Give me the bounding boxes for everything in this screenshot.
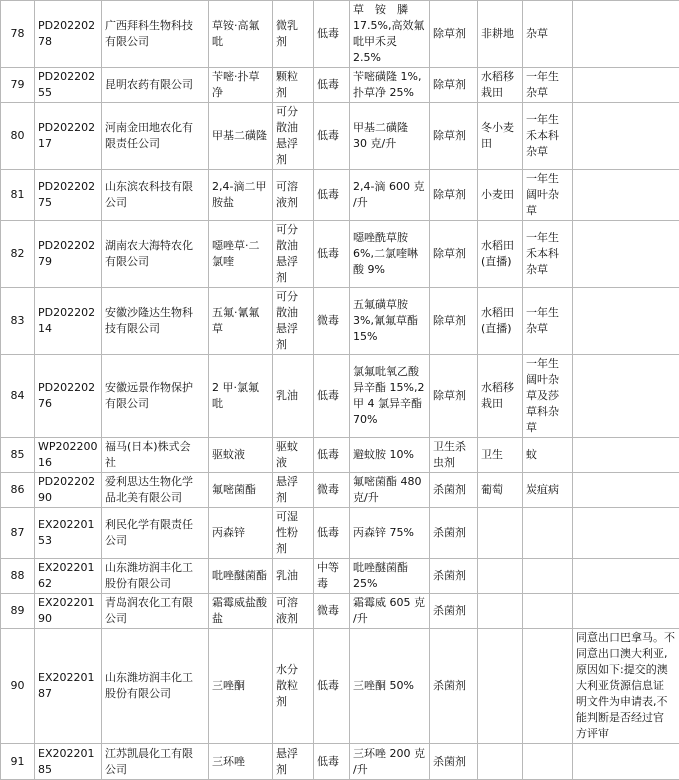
cell-target: 炭疽病 <box>523 473 573 508</box>
cell-target: 一年生 禾本科 杂草 <box>523 221 573 288</box>
cell-product-name: 2,4-滴二甲 胺盐 <box>209 170 273 221</box>
cell-remark: 同意出口巴拿马。不 同意出口澳大利亚, 原因如下:提交的澳 大利亚货源信息证 明文件为申请表,不 能判断是否经过官 方评审 <box>573 629 679 744</box>
cell-active-ingredient: 甲基二磺隆 30 克/升 <box>350 103 430 170</box>
cell-registration-no: PD20220217 <box>35 103 102 170</box>
cell-registration-no: EX20220187 <box>35 629 102 744</box>
cell-target: 一年生 杂草 <box>523 288 573 355</box>
cell-pesticide-type: 除草剂 <box>430 103 478 170</box>
cell-pesticide-type: 杀菌剂 <box>430 508 478 559</box>
cell-pesticide-type: 杀菌剂 <box>430 473 478 508</box>
cell-remark <box>573 508 679 559</box>
cell-crop <box>478 744 523 780</box>
cell-target <box>523 508 573 559</box>
cell-company: 江苏凯晨化工有限 公司 <box>102 744 209 780</box>
cell-active-ingredient: 氯氟吡氧乙酸 异辛酯 15%,2 甲 4 氯异辛酯 70% <box>350 355 430 438</box>
cell-crop: 卫生 <box>478 438 523 473</box>
cell-toxicity: 低毒 <box>314 103 350 170</box>
cell-toxicity: 低毒 <box>314 170 350 221</box>
cell-number: 79 <box>1 68 35 103</box>
cell-company: 安徽远景作物保护 有限公司 <box>102 355 209 438</box>
cell-target: 一年生 阔叶杂 草 <box>523 170 573 221</box>
cell-formulation: 驱蚊 液 <box>273 438 314 473</box>
cell-target: 一年生 杂草 <box>523 68 573 103</box>
cell-formulation: 乳油 <box>273 559 314 594</box>
cell-remark <box>573 221 679 288</box>
table-row <box>1 594 679 629</box>
cell-formulation: 悬浮 剂 <box>273 473 314 508</box>
cell-toxicity: 微毒 <box>314 288 350 355</box>
cell-number: 78 <box>1 1 35 68</box>
cell-company: 爱利思达生物化学 品北美有限公司 <box>102 473 209 508</box>
cell-formulation: 水分 散粒 剂 <box>273 629 314 744</box>
cell-product-name: 吡唑醚菌酯 <box>209 559 273 594</box>
cell-formulation: 可溶 液剂 <box>273 594 314 629</box>
table-row <box>1 508 679 559</box>
cell-target: 一年生 阔叶杂 草及莎 草科杂 草 <box>523 355 573 438</box>
table-row <box>1 170 679 221</box>
cell-number: 88 <box>1 559 35 594</box>
cell-number: 87 <box>1 508 35 559</box>
cell-company: 福马(日本)株式会 社 <box>102 438 209 473</box>
table-row <box>1 473 679 508</box>
cell-toxicity: 低毒 <box>314 1 350 68</box>
cell-number: 86 <box>1 473 35 508</box>
cell-remark <box>573 473 679 508</box>
cell-remark <box>573 288 679 355</box>
table-row <box>1 288 679 355</box>
cell-crop: 小麦田 <box>478 170 523 221</box>
cell-formulation: 悬浮 剂 <box>273 744 314 780</box>
cell-remark <box>573 103 679 170</box>
cell-product-name: 苄嘧·扑草 净 <box>209 68 273 103</box>
cell-company: 山东潍坊润丰化工 股份有限公司 <box>102 629 209 744</box>
cell-remark <box>573 744 679 780</box>
cell-crop <box>478 559 523 594</box>
cell-toxicity: 低毒 <box>314 744 350 780</box>
cell-number: 84 <box>1 355 35 438</box>
cell-remark <box>573 355 679 438</box>
cell-active-ingredient: 氟嘧菌酯 480 克/升 <box>350 473 430 508</box>
table-row <box>1 559 679 594</box>
cell-crop <box>478 629 523 744</box>
table-body <box>1 1 679 780</box>
cell-active-ingredient: 三唑酮 50% <box>350 629 430 744</box>
cell-active-ingredient: 2,4-滴 600 克 /升 <box>350 170 430 221</box>
cell-company: 广西拜科生物科技 有限公司 <box>102 1 209 68</box>
cell-remark <box>573 68 679 103</box>
cell-remark <box>573 170 679 221</box>
cell-active-ingredient: 避蚊胺 10% <box>350 438 430 473</box>
cell-number: 80 <box>1 103 35 170</box>
cell-number: 90 <box>1 629 35 744</box>
table-row <box>1 1 679 68</box>
table-row <box>1 438 679 473</box>
cell-company: 山东潍坊润丰化工 股份有限公司 <box>102 559 209 594</box>
cell-number: 89 <box>1 594 35 629</box>
cell-product-name: 氟嘧菌酯 <box>209 473 273 508</box>
cell-registration-no: PD20220214 <box>35 288 102 355</box>
cell-remark <box>573 594 679 629</box>
cell-toxicity: 中等 毒 <box>314 559 350 594</box>
cell-company: 安徽沙隆达生物科 技有限公司 <box>102 288 209 355</box>
cell-pesticide-type: 杀菌剂 <box>430 629 478 744</box>
cell-target <box>523 559 573 594</box>
cell-target <box>523 629 573 744</box>
cell-product-name: 三环唑 <box>209 744 273 780</box>
cell-registration-no: PD20220278 <box>35 1 102 68</box>
cell-active-ingredient: 三环唑 200 克 /升 <box>350 744 430 780</box>
cell-target: 蚊 <box>523 438 573 473</box>
cell-target: 一年生 禾本科 杂草 <box>523 103 573 170</box>
cell-crop: 水稻田 (直播) <box>478 288 523 355</box>
cell-number: 83 <box>1 288 35 355</box>
cell-remark <box>573 1 679 68</box>
cell-company: 青岛润农化工有限 公司 <box>102 594 209 629</box>
cell-active-ingredient: 丙森锌 75% <box>350 508 430 559</box>
cell-pesticide-type: 杀菌剂 <box>430 559 478 594</box>
cell-crop: 水稻移 栽田 <box>478 355 523 438</box>
cell-product-name: 五氟·氰氟 草 <box>209 288 273 355</box>
cell-pesticide-type: 除草剂 <box>430 170 478 221</box>
cell-company: 昆明农药有限公司 <box>102 68 209 103</box>
cell-active-ingredient: 苄嘧磺隆 1%, 扑草净 25% <box>350 68 430 103</box>
cell-product-name: 霜霉威盐酸 盐 <box>209 594 273 629</box>
cell-toxicity: 低毒 <box>314 221 350 288</box>
cell-toxicity: 低毒 <box>314 629 350 744</box>
cell-crop <box>478 594 523 629</box>
cell-company: 河南金田地农化有 限责任公司 <box>102 103 209 170</box>
cell-pesticide-type: 除草剂 <box>430 68 478 103</box>
cell-toxicity: 低毒 <box>314 508 350 559</box>
cell-pesticide-type: 杀菌剂 <box>430 744 478 780</box>
cell-crop <box>478 508 523 559</box>
cell-company: 利民化学有限责任 公司 <box>102 508 209 559</box>
cell-pesticide-type: 杀菌剂 <box>430 594 478 629</box>
cell-formulation: 可分 散油 悬浮 剂 <box>273 221 314 288</box>
cell-crop: 冬小麦 田 <box>478 103 523 170</box>
cell-pesticide-type: 除草剂 <box>430 288 478 355</box>
cell-registration-no: PD20220275 <box>35 170 102 221</box>
cell-company: 湖南农大海特农化 有限公司 <box>102 221 209 288</box>
cell-toxicity: 低毒 <box>314 355 350 438</box>
cell-crop: 水稻移 栽田 <box>478 68 523 103</box>
cell-crop: 非耕地 <box>478 1 523 68</box>
cell-crop: 水稻田 (直播) <box>478 221 523 288</box>
cell-formulation: 乳油 <box>273 355 314 438</box>
cell-toxicity: 微毒 <box>314 473 350 508</box>
cell-number: 85 <box>1 438 35 473</box>
table-row <box>1 103 679 170</box>
cell-pesticide-type: 除草剂 <box>430 1 478 68</box>
cell-active-ingredient: 霜霉威 605 克 /升 <box>350 594 430 629</box>
table-row <box>1 221 679 288</box>
table-row <box>1 744 679 780</box>
cell-toxicity: 低毒 <box>314 68 350 103</box>
cell-product-name: 甲基二磺隆 <box>209 103 273 170</box>
cell-pesticide-type: 除草剂 <box>430 221 478 288</box>
cell-registration-no: EX20220190 <box>35 594 102 629</box>
table-row <box>1 68 679 103</box>
cell-formulation: 微乳 剂 <box>273 1 314 68</box>
cell-remark <box>573 559 679 594</box>
cell-pesticide-type: 除草剂 <box>430 355 478 438</box>
cell-formulation: 可溶 液剂 <box>273 170 314 221</box>
cell-registration-no: EX20220185 <box>35 744 102 780</box>
cell-active-ingredient: 噁唑酰草胺 6%,二氯喹啉 酸 9% <box>350 221 430 288</box>
cell-target: 杂草 <box>523 1 573 68</box>
cell-registration-no: PD20220255 <box>35 68 102 103</box>
cell-active-ingredient: 五氟磺草胺 3%,氰氟草酯 15% <box>350 288 430 355</box>
cell-registration-no: PD20220276 <box>35 355 102 438</box>
cell-registration-no: WP20220016 <box>35 438 102 473</box>
cell-formulation: 颗粒 剂 <box>273 68 314 103</box>
cell-toxicity: 微毒 <box>314 594 350 629</box>
table-row <box>1 629 679 744</box>
cell-toxicity: 低毒 <box>314 438 350 473</box>
cell-company: 山东滨农科技有限 公司 <box>102 170 209 221</box>
cell-target <box>523 594 573 629</box>
table-row <box>1 355 679 438</box>
cell-active-ingredient: 吡唑醚菌酯 25% <box>350 559 430 594</box>
cell-number: 82 <box>1 221 35 288</box>
cell-product-name: 噁唑草·二 氯喹 <box>209 221 273 288</box>
cell-registration-no: EX20220153 <box>35 508 102 559</box>
cell-product-name: 驱蚊液 <box>209 438 273 473</box>
cell-remark <box>573 438 679 473</box>
cell-product-name: 2 甲·氯氟 吡 <box>209 355 273 438</box>
cell-product-name: 三唑酮 <box>209 629 273 744</box>
cell-crop: 葡萄 <box>478 473 523 508</box>
cell-formulation: 可分 散油 悬浮 剂 <box>273 288 314 355</box>
cell-pesticide-type: 卫生杀 虫剂 <box>430 438 478 473</box>
cell-formulation: 可分 散油 悬浮 剂 <box>273 103 314 170</box>
cell-number: 81 <box>1 170 35 221</box>
cell-registration-no: PD20220290 <box>35 473 102 508</box>
cell-registration-no: PD20220279 <box>35 221 102 288</box>
cell-product-name: 丙森锌 <box>209 508 273 559</box>
cell-product-name: 草铵·高氟 吡 <box>209 1 273 68</box>
cell-number: 91 <box>1 744 35 780</box>
cell-registration-no: EX20220162 <box>35 559 102 594</box>
cell-formulation: 可湿 性粉 剂 <box>273 508 314 559</box>
cell-target <box>523 744 573 780</box>
cell-active-ingredient: 草 铵 膦 17.5%,高效氟 吡甲禾灵 2.5% <box>350 1 430 68</box>
